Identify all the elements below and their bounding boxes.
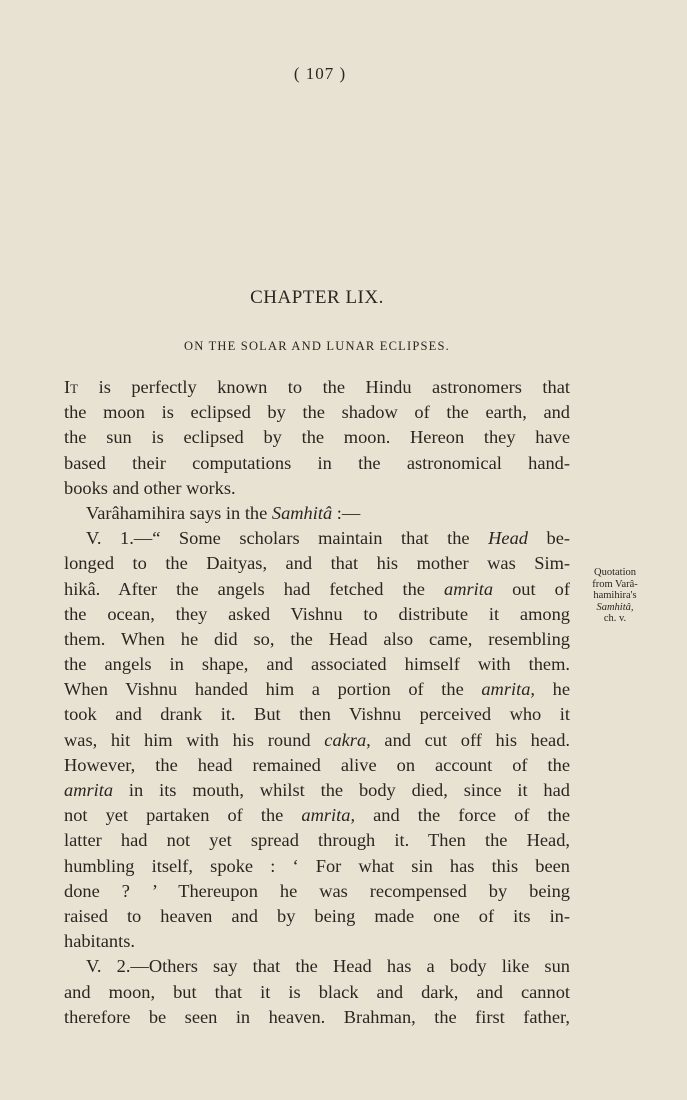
- chapter-subtitle: ON THE SOLAR AND LUNAR ECLIPSES.: [184, 339, 450, 353]
- chapter-title: CHAPTER LIX.: [250, 287, 384, 308]
- text-line: However, the head remained alive on account of the: [64, 754, 570, 775]
- text-line: done ? ’ Thereupon he was recompensed by being: [64, 880, 570, 901]
- text-line: was, hit him with his round cakra, and cut off his head.: [64, 729, 570, 750]
- text-line: not yet partaken of the amrita, and the force of the: [64, 805, 570, 826]
- text-line: based their computations in the astronomical hand-: [64, 452, 570, 473]
- text-line: longed to the Daityas, and that his mother was Sim-: [64, 553, 570, 574]
- margin-note-line: from Varâ-: [592, 578, 638, 590]
- text-line: V. 1.—“ Some scholars maintain that the Head be-: [86, 528, 570, 549]
- text-line: habitants.: [64, 931, 135, 952]
- text-line: It is perfectly known to the Hindu astronomers that: [64, 377, 570, 397]
- text-line: Varâhamihira says in the Samhitâ :—: [86, 502, 361, 523]
- text-line: the moon is eclipsed by the shadow of the earth, and: [64, 402, 570, 423]
- text-line: the sun is eclipsed by the moon. Hereon they have: [64, 427, 570, 448]
- margin-note-line: Samhitâ,: [596, 601, 634, 613]
- text-line: therefore be seen in heaven. Brahman, the first father,: [64, 1006, 570, 1027]
- text-line: took and drank it. But then Vishnu perceived who it: [64, 704, 570, 725]
- body-text: [64, 375, 570, 1030]
- margin-note: [575, 567, 655, 625]
- text-line: them. When he did so, the Head also came, resembling: [64, 628, 570, 649]
- text-line: latter had not yet spread through it. Then the Head,: [64, 830, 570, 851]
- margin-note-line: ch. v.: [603, 613, 627, 624]
- text-line: amrita in its mouth, whilst the body died, since it had: [64, 780, 570, 800]
- margin-note-line: hamihira's: [593, 590, 637, 601]
- text-line: raised to heaven and by being made one of its in-: [64, 905, 570, 926]
- text-line: humbling itself, spoke : ‘ For what sin has this been: [64, 855, 570, 876]
- margin-note-line: Quotation: [594, 567, 636, 578]
- text-line: the angels in shape, and associated himself with them.: [64, 654, 570, 675]
- text-line: and moon, but that it is black and dark, and cannot: [64, 981, 570, 1002]
- text-line: V. 2.—Others say that the Head has a body like sun: [86, 956, 570, 977]
- text-line: hikâ. After the angels had fetched the amrita out of: [64, 578, 570, 599]
- text-line: the ocean, they asked Vishnu to distribute it among: [64, 603, 570, 624]
- page-number: ( 107 ): [293, 64, 347, 83]
- text-line: books and other works.: [64, 477, 236, 498]
- text-line: When Vishnu handed him a portion of the amrita, he: [64, 679, 570, 700]
